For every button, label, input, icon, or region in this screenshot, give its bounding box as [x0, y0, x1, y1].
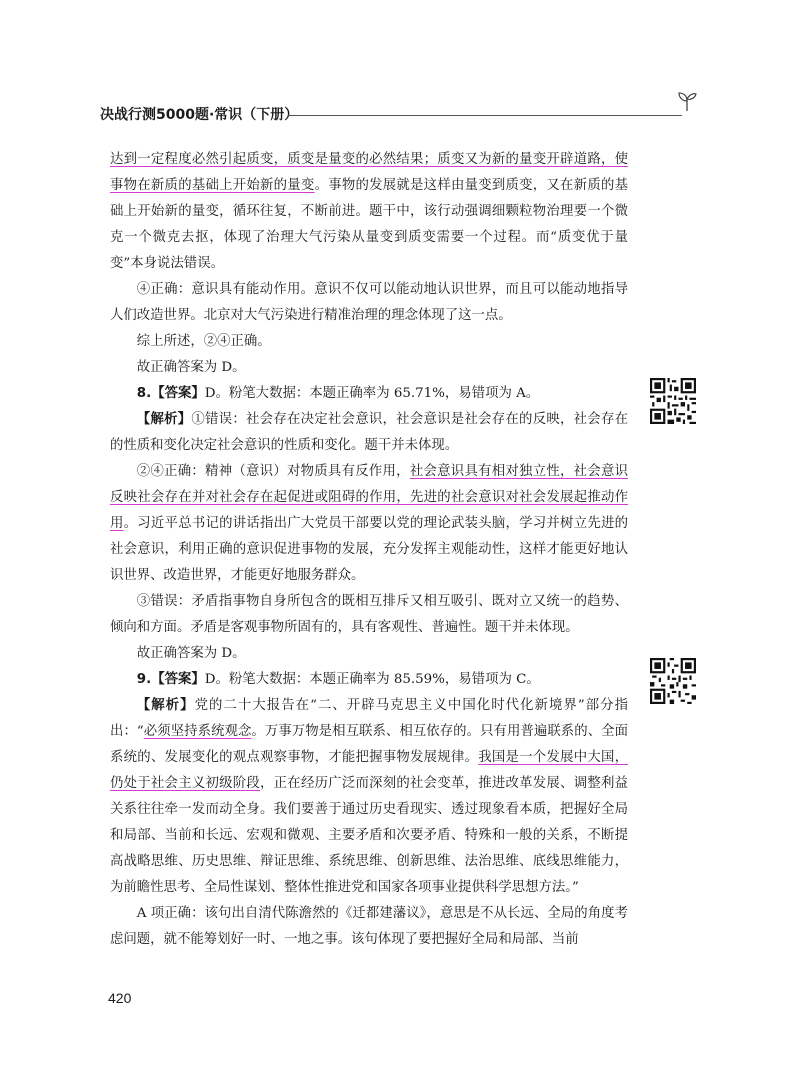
running-header	[100, 104, 700, 128]
q9-answer	[110, 667, 628, 693]
header-rule	[288, 115, 682, 116]
text: 。习近平总书记的讲话指出广大党员干部要以党的理论武装头脑，学习并树立先进的社会意识，利用正确的意识促进事物的发展，充分发挥主观能动性，这样才能更好地认识世界、改造世界，才能更好地服务群众。	[110, 516, 628, 583]
page-body	[110, 147, 628, 953]
paragraph: 故正确答案为 D。	[136, 360, 246, 375]
paragraph	[110, 459, 628, 589]
book-title: 决战行测5000题·常识（下册）	[100, 107, 299, 123]
underlined-text: 我国是一个发展中大国，仍处于社会主义初级阶段	[110, 750, 629, 791]
underlined-text: 必须坚持系统观念	[143, 724, 252, 739]
underlined-text: 社会意识具有相对独立性，社会意识反映社会存在并对社会存在起促进或阻碍的作用，先进的社会意识对社会发展起推动作用	[110, 464, 629, 531]
paragraph: 故正确答案为 D。	[136, 646, 246, 661]
analysis-text: ①错误：社会存在决定社会意识，社会意识是社会存在的反映，社会存在的性质和变化决定社会意识的性质和变化。题干并未体现。	[110, 412, 628, 453]
q8-analysis	[110, 407, 628, 459]
page-number: 420	[108, 990, 132, 1006]
text: ，正在经历广泛而深刻的社会变革，推进改革发展、调整利益关系往往牵一发而动全身。我们要善于通过历史看现实、透过现象看本质，把握好全局和局部、当前和长远、宏观和微观、主要矛盾和次要矛盾、特殊和一般的关系，不断提高战略思维、历史思维、辩证思维、系统思维、创新思维、法治思维、底线思维能力，为前瞻性思考、全局性谋划、整体性推进党和国家各项事业提供科学思想方法。”	[110, 776, 629, 895]
qr-code-icon[interactable]	[650, 658, 696, 704]
text: 。万事万物是相互联系、相互依存的。只有用普遍联系的、全面系统的、发展变化的观点观察事物，才能把握事物发展规律。	[110, 724, 628, 765]
q9-analysis	[110, 693, 628, 901]
paragraph: ④正确：意识具有能动作用。意识不仅可以能动地认识世界，而且可以能动地指导人们改造世界。北京对大气污染进行精准治理的理念体现了这一点。	[110, 282, 628, 323]
sprout-icon	[676, 90, 698, 112]
analysis-label: 【解析】	[136, 412, 192, 427]
qr-code-icon[interactable]	[650, 378, 696, 424]
q8-answer	[110, 381, 628, 407]
paragraph	[110, 147, 628, 277]
answer-text: D。粉笔大数据：本题正确率为 65.71%，易错项为 A。	[204, 386, 540, 401]
paragraph: 综上所述，②④正确。	[136, 334, 271, 349]
text: ②④正确：精神（意识）对物质具有反作用，	[136, 464, 410, 479]
answer-label: 8.【答案】	[136, 386, 205, 401]
text: 。事物的发展就是这样由量变到质变，又在新质的基础上开始新的量变，循环往复，不断前进。题干中，该行动强调细颗粒物治理要一个微克一个微克去抠，体现了治理大气污染从量变到质变需要一个过程。而“质变优于量变”本身说法错误。	[110, 178, 629, 271]
underlined-text: 达到一定程度必然引起质变，质变是量变的必然结果；质变又为新的量变开辟道路，使事物在新质的基础上开始新的量变	[110, 152, 628, 193]
paragraph: ③错误：矛盾指事物自身所包含的既相互排斥又相互吸引、既对立又统一的趋势、倾向和方面。矛盾是客观事物所固有的，具有客观性、普遍性。题干并未体现。	[110, 594, 628, 635]
analysis-label: 【解析】	[136, 698, 195, 713]
answer-label: 9.【答案】	[136, 672, 205, 687]
answer-text: D。粉笔大数据：本题正确率为 85.59%，易错项为 C。	[204, 672, 540, 687]
text: 党的二十大报告在“二、开辟马克思主义中国化时代化新境界”部分指出：“	[110, 698, 628, 739]
paragraph: A 项正确：该句出自清代陈澹然的《迁都建藩议》，意思是不从长远、全局的角度考虑问题，就不能筹划好一时、一地之事。该句体现了要把握好全局和局部、当前	[110, 906, 628, 947]
